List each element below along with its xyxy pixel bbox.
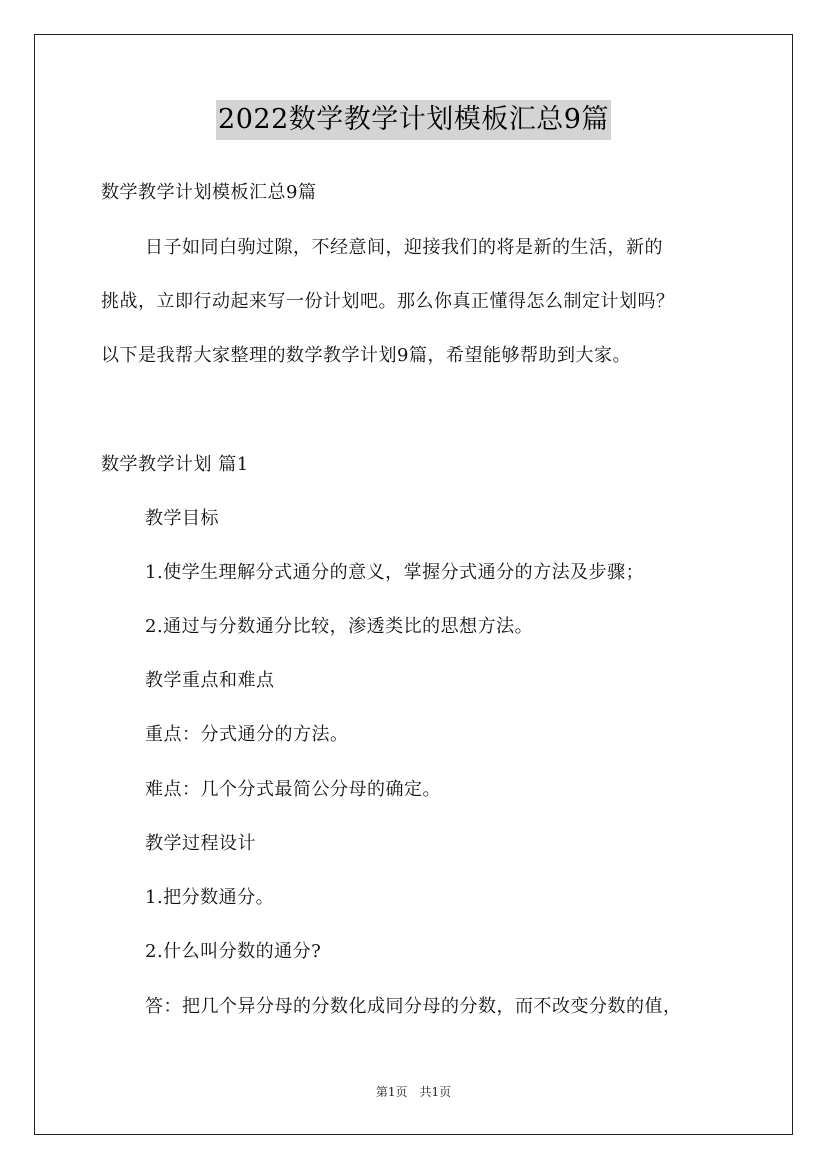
document-title: 2022数学教学计划模板汇总9篇 <box>216 100 611 140</box>
body-line-5: 重点：分式通分的方法。 <box>145 724 349 745</box>
page-footer: 第1页 共1页 <box>375 1085 452 1099</box>
intro-line-2: 挑战，立即行动起来写一份计划吧。那么你真正懂得怎么制定计划吗？ <box>101 291 675 312</box>
body-line-8: 1.把分数通分。 <box>145 887 275 908</box>
intro-line-3: 以下是我帮大家整理的数学教学计划9篇，希望能够帮助到大家。 <box>101 345 631 366</box>
title-container <box>0 100 827 140</box>
body-line-6: 难点：几个分式最简公分母的确定。 <box>145 779 441 800</box>
intro-line-1: 日子如同白驹过隙，不经意间，迎接我们的将是新的生活，新的 <box>145 237 663 258</box>
body-line-10: 答：把几个异分母的分数化成同分母的分数，而不改变分数的值， <box>145 996 682 1017</box>
body-line-2: 1.使学生理解分式通分的意义，掌握分式通分的方法及步骤； <box>145 562 645 583</box>
body-line-1: 教学目标 <box>145 508 219 529</box>
body-line-9: 2.什么叫分数的通分? <box>145 941 322 962</box>
document-subtitle: 数学教学计划模板汇总9篇 <box>101 182 317 203</box>
body-line-4: 教学重点和难点 <box>145 670 275 691</box>
section-heading: 数学教学计划 篇1 <box>101 454 249 475</box>
body-line-7: 教学过程设计 <box>145 833 256 854</box>
body-line-3: 2.通过与分数通分比较，渗透类比的思想方法。 <box>145 616 534 637</box>
